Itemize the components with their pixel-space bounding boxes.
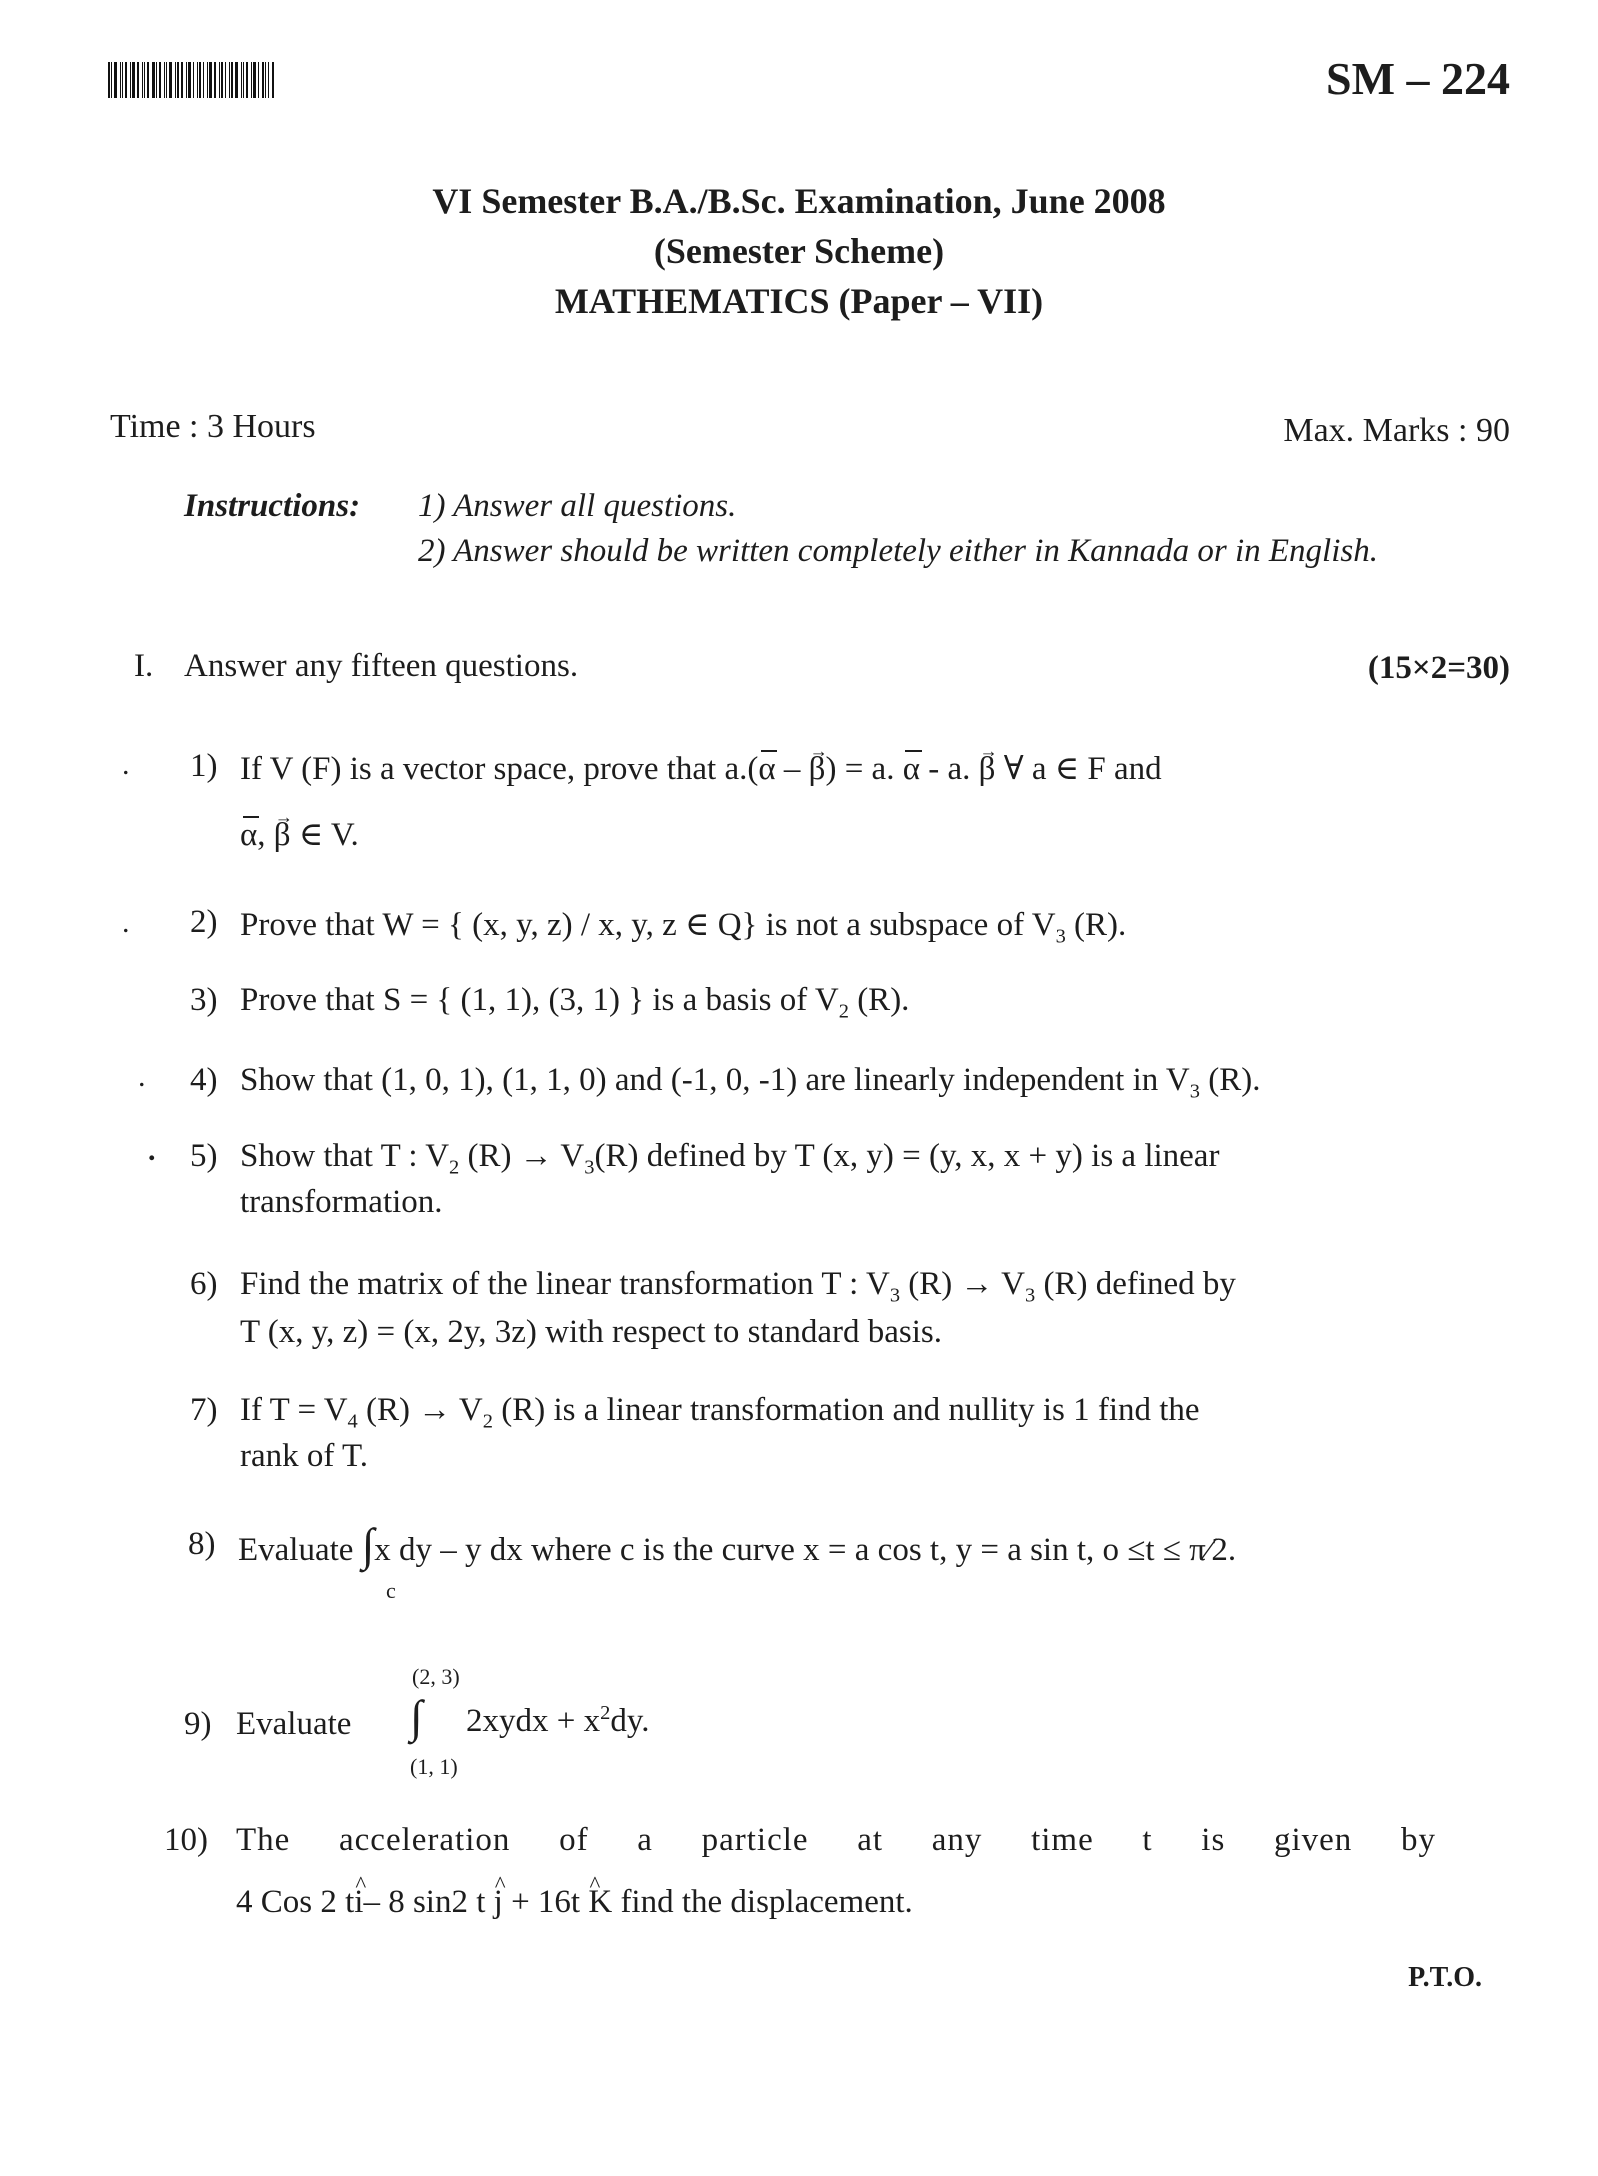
barcode-stripe — [197, 62, 198, 98]
barcode-stripe — [265, 62, 266, 98]
integral-sign: ∫ — [361, 1519, 375, 1570]
barcode-stripe — [137, 62, 139, 98]
unit-vector-k: ^ K — [588, 1884, 612, 1921]
subject-line: MATHEMATICS (Paper – VII) — [554, 281, 1044, 321]
barcode-stripe — [120, 62, 121, 98]
question-1-line-2: α, → β ∈ V. — [240, 814, 359, 854]
beta-vector-symbol: → β — [979, 751, 996, 788]
beta-vector-symbol: → β — [809, 751, 826, 788]
barcode-stripe — [199, 62, 201, 98]
barcode-stripe — [147, 62, 149, 98]
beta-vector-symbol: → β — [274, 817, 291, 854]
question-number: 8) — [188, 1526, 216, 1562]
margin-mark: . — [138, 1060, 146, 1093]
barcode-stripe — [175, 62, 176, 98]
question-number: 2) — [190, 904, 218, 940]
alpha-vector-symbol: α — [758, 751, 776, 787]
question-10-line-2: 4 Cos 2 t^ i– 8 sin2 t ^ j + 16t ^ K find the displacement. — [236, 1884, 913, 1921]
barcode-stripe — [203, 62, 204, 98]
barcode-stripe — [229, 62, 230, 98]
barcode-stripe — [258, 62, 259, 98]
question-number: 9) — [184, 1706, 212, 1742]
instructions-label: Instructions: — [184, 488, 361, 524]
barcode-stripe — [214, 62, 216, 98]
question-9-label: Evaluate — [236, 1706, 352, 1742]
question-7-line-2: rank of T. — [240, 1438, 368, 1474]
barcode-stripe — [246, 62, 248, 98]
instruction-1: 1) Answer all questions. — [418, 488, 737, 524]
question-3-text: Prove that S = { (1, 1), (3, 1) } is a basis of $V_2$ (R). — [240, 982, 910, 1023]
barcode-stripe — [159, 62, 161, 98]
question-number: 4) — [190, 1062, 218, 1098]
barcode-stripe — [169, 62, 172, 98]
question-2-text: Prove that W = { (x, y, z) / x, y, z ∈ Q} is not a subspace of $V_3$ (R). — [240, 907, 1127, 948]
barcode-stripe — [125, 62, 127, 98]
exam-title: VI Semester B.A./B.Sc. Examination, June 2008 — [432, 181, 1166, 221]
question-4-text: Show that (1, 0, 1), (1, 1, 0) and (-1, 0, -1) are linearly independent in $V_3$ (R). — [240, 1062, 1261, 1103]
question-6-line-2: T (x, y, z) = (x, 2y, 3z) with respect to standard basis. — [240, 1314, 942, 1350]
question-number: 3) — [190, 982, 218, 1018]
barcode-stripe — [219, 62, 220, 98]
page-turn-note: P.T.O. — [1408, 1962, 1482, 1993]
barcode-stripe — [241, 62, 242, 98]
question-1-line-1: If V (F) is a vector space, prove that a.(α – → β) = a. α - a. → β ∀ a ∈ F and — [240, 748, 1162, 788]
time-allowed: Time : 3 Hours — [110, 408, 316, 445]
barcode-graphic — [108, 62, 330, 98]
barcode-stripe — [164, 62, 165, 98]
fraction-pi-over-2: π⁄2 — [1189, 1532, 1228, 1568]
barcode-stripe — [268, 62, 269, 98]
barcode-stripe — [114, 62, 117, 98]
barcode-stripe — [272, 62, 274, 98]
question-5-line-1: Show that T : $V_2$ $(R) \to V_3(R)$ defined by T (x, y) = (y, x, x + y) is a linear — [240, 1138, 1220, 1179]
barcode-stripe — [193, 62, 194, 98]
question-7-line-1: If $T = V_4$ $(R) \to V_2$ (R) is a linear transformation and nullity is 1 find the — [240, 1392, 1200, 1433]
barcode-stripe — [188, 62, 191, 98]
barcode-stripe — [130, 62, 131, 98]
section-marks: (15×2=30) — [1367, 650, 1510, 686]
barcode-stripe — [166, 62, 167, 98]
barcode-stripe — [122, 62, 123, 98]
barcode-stripe — [181, 62, 183, 98]
integral-sign: ∫ — [410, 1691, 423, 1742]
barcode-stripe — [209, 62, 212, 98]
question-9-integrand: 2xydx + $x^2dy$. — [466, 1702, 650, 1739]
barcode-stripe — [108, 62, 110, 98]
alpha-vector-symbol: α — [240, 817, 258, 853]
max-marks: Max. Marks : 90 — [1283, 412, 1510, 449]
barcode-stripe — [142, 62, 143, 98]
scheme-line: (Semester Scheme) — [653, 231, 945, 271]
barcode-stripe — [132, 62, 135, 98]
question-number: 6) — [190, 1266, 218, 1302]
barcode-stripe — [262, 62, 264, 98]
margin-mark: . — [122, 748, 130, 781]
unit-vector-i: ^ i — [354, 1884, 363, 1921]
margin-mark: . — [148, 1134, 156, 1167]
barcode-stripe — [207, 62, 208, 98]
barcode-stripe — [221, 62, 223, 98]
question-number: 10) — [164, 1822, 208, 1858]
barcode-stripe — [225, 62, 226, 98]
question-5-line-2: transformation. — [240, 1184, 443, 1220]
integral-lower-limit: (1, 1) — [410, 1754, 458, 1779]
barcode-stripe — [156, 62, 157, 98]
question-10-line-1: The acceleration of a particle at any time t is given by — [236, 1822, 1436, 1858]
question-6-line-1: Find the matrix of the linear transformation T : $V_3$ $(R) \to V_3$ (R) defined by — [240, 1266, 1236, 1307]
barcode-stripe — [243, 62, 244, 98]
alpha-vector-symbol: α — [902, 751, 920, 787]
barcode-stripe — [111, 62, 112, 98]
barcode-stripe — [253, 62, 256, 98]
barcode-stripe — [251, 62, 252, 98]
integral-lower-limit: c — [386, 1578, 396, 1603]
section-number: I. — [134, 648, 154, 684]
barcode-stripe — [152, 62, 155, 98]
barcode-stripe — [235, 62, 238, 98]
barcode-stripe — [186, 62, 187, 98]
question-number: 5) — [190, 1138, 218, 1174]
barcode-stripe — [144, 62, 145, 98]
barcode-stripe — [231, 62, 233, 98]
paper-code: SM – 224 — [1326, 53, 1510, 104]
unit-vector-j: ^ j — [494, 1884, 503, 1921]
barcode-stripe — [177, 62, 179, 98]
margin-mark: . — [122, 906, 130, 939]
question-number: 1) — [190, 748, 218, 784]
question-number: 7) — [190, 1392, 218, 1428]
section-instruction: Answer any fifteen questions. — [184, 648, 579, 684]
integral-upper-limit: (2, 3) — [412, 1664, 460, 1689]
question-8-text: Evaluate ∫x dy – y dx where c is the curve x = a cos t, y = a sin t, o ≤t ≤ π⁄2. — [238, 1519, 1237, 1570]
instruction-2: 2) Answer should be written completely either in Kannada or in English. — [418, 533, 1378, 569]
